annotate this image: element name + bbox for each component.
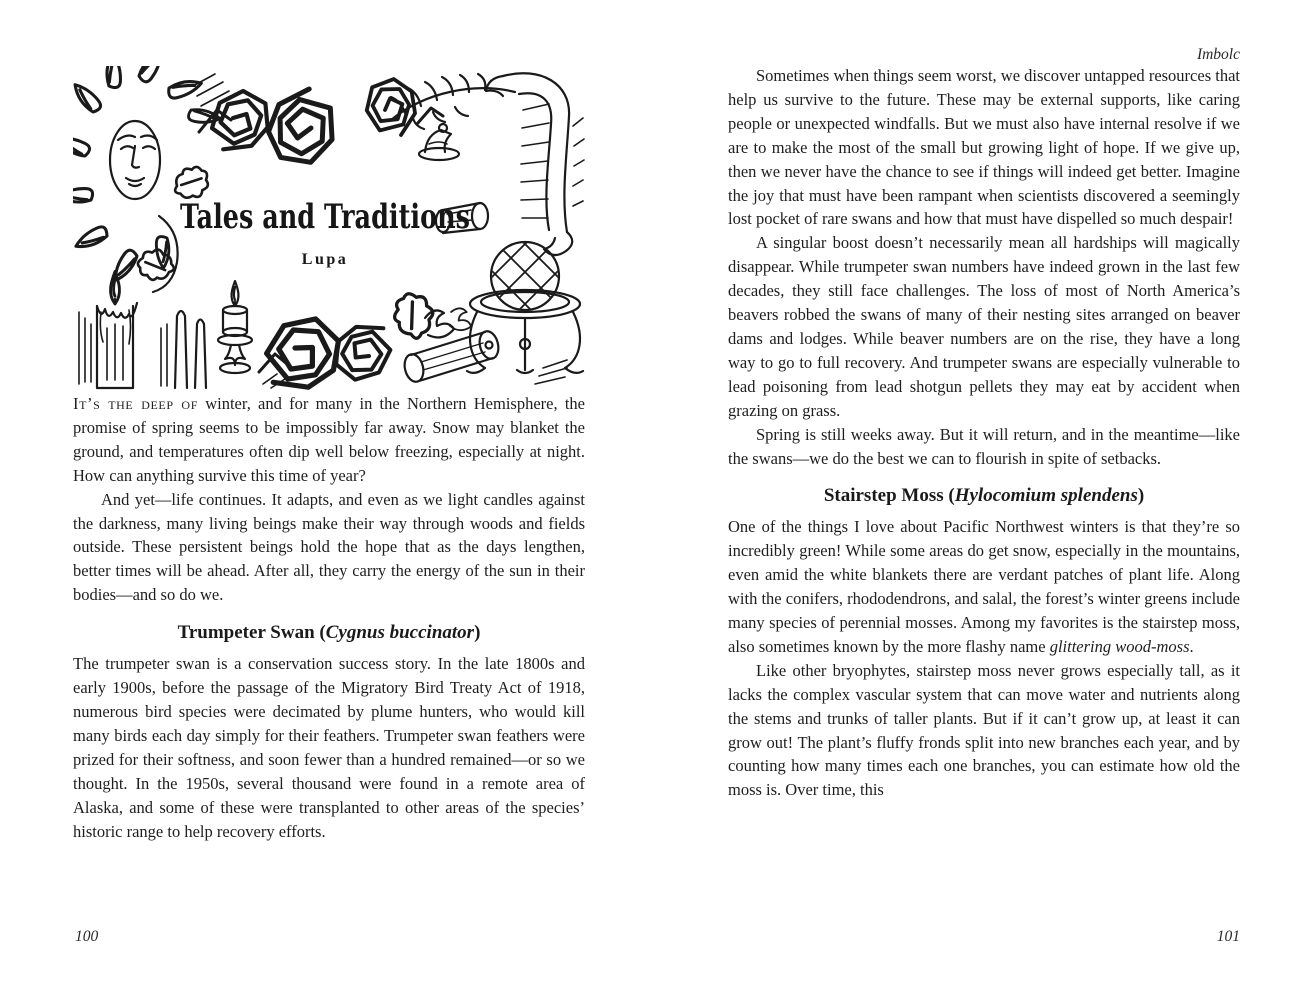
paragraph: Sometimes when things seem worst, we discover untapped resources that help us survive to the future. These may be external supports, like caring people or unexpected windfalls. But we must also have internal resolve if we are to make the most of the small but growing light of hope. If we give up, then we never have the chance to see if things will indeed get better. Imagine the joy that must have been rampant when scientists discovered a seemingly lost pocket of rare swans and how that must have dispelled so much despair! (728, 66, 1240, 229)
species-name: Hylocomium splendens (954, 485, 1138, 507)
chapter-ornament-illustration (73, 66, 585, 392)
scroll-banner-icon (486, 73, 584, 255)
top-knotwork-icon (199, 70, 443, 169)
ornament-title: Tales and Traditions (180, 197, 470, 237)
page-number-left: 100 (75, 928, 99, 945)
section-close: ) (1137, 485, 1145, 507)
section-close: ) (474, 622, 481, 644)
paragraph-text: . (1189, 636, 1194, 656)
paragraph: And yet—life continues. It adapts, and even as we light candles against the darkness, many living beings make their way through woods and fields outside. These persistent beings hold the hope that as the days lengthen, better times will be ahead. After all, they carry the energy of the sun in their bodies—and so do we. (73, 489, 585, 605)
page-left (73, 0, 585, 1000)
intro-paragraph (73, 392, 585, 488)
bottom-knotwork-icon (257, 306, 397, 392)
paragraph-text: One of the things I love about Pacific Northwest winters is that they’re so incredibly green! While some areas do get snow, especially in the mountains, even amid the white blankets there are verdant patches of plant life. Along with the conifers, rhododendrons, and salal, the forest’s winter greens include many species of perennial mosses. Among my favorites is the stairstep moss, also sometimes known by the more flashy name (728, 517, 1240, 656)
section-heading-stairstep-moss (728, 483, 1240, 508)
page-right (728, 0, 1240, 1000)
running-head: Imbolc (1196, 46, 1240, 63)
green-man-icon (73, 66, 220, 292)
intro-lead-smallcaps: It’s the deep of (73, 394, 198, 413)
melting-candle-icon (79, 272, 137, 389)
candlestick-icon (218, 281, 252, 373)
paragraph: A singular boost doesn’t necessarily mean all hardships will magically disappear. While trumpeter swan numbers have indeed grown in the last few decades, they still face challenges. The loss of most of North America’s beavers robbed the swans of many of their nesting sites arranged on beaver dams and lodges. While beaver numbers are on the rise, they have a long way to go to full recovery. And trumpeter swans are especially vulnerable to lead poisoning from lead shotgun pellets they may eat by accident when grazing on grass. (728, 233, 1240, 420)
section-name: Stairstep Moss ( (823, 485, 955, 507)
chapter-ornament (73, 66, 585, 392)
oak-leaf-icon (385, 287, 442, 343)
page-number-right: 101 (1216, 928, 1240, 945)
section-name: Trumpeter Swan ( (177, 622, 326, 644)
paragraph: Spring is still weeks away. But it will return, and in the meantime—like the swans—we do the best we can to flourish in spite of setbacks. (728, 424, 1240, 468)
flourish-icon (425, 306, 475, 337)
armillary-sphere-icon (465, 224, 585, 373)
paragraph: The trumpeter swan is a conservation success story. In the late 1800s and early 1900s, before the passage of the Migratory Bird Treaty Act of 1918, numerous bird species were decimated by plume hunters, who would kill many birds each day simply for their feathers. Trumpeter swan feathers were prized for their softness, and soon fewer than a hundred remained—or so we thought. In the 1950s, several thousand were found in a remote area of Alaska, and some of these were transplanted to other areas of the species’ historic range to help recovery efforts. (73, 654, 585, 841)
paragraph (728, 515, 1240, 658)
species-name: Cygnus buccinator (325, 622, 475, 644)
italic-common-name: glittering wood-moss (1049, 636, 1190, 656)
paragraph: Like other bryophytes, stairstep moss never grows especially tall, as it lacks the complex vascular system that can move water and nutrients along the stems and trunks of taller plants. But if it can’t grow up, at least it can grow out! The plant’s fluffy fronds split into new branches each year, and by counting how many times each one branches, you can estimate how old the moss is. Over time, this (728, 660, 1240, 800)
section-heading-trumpeter-swan (73, 620, 585, 645)
intro-text: winter, and for many in the Northern Hemisphere, the promise of spring seems to be impossibly far away. Snow may blanket the ground, and temperatures often dip well below freezing, especially at night. How can anything survive this time of year? (73, 394, 585, 485)
taper-candles-icon (161, 311, 206, 388)
ornament-author: Lupa (301, 251, 349, 268)
